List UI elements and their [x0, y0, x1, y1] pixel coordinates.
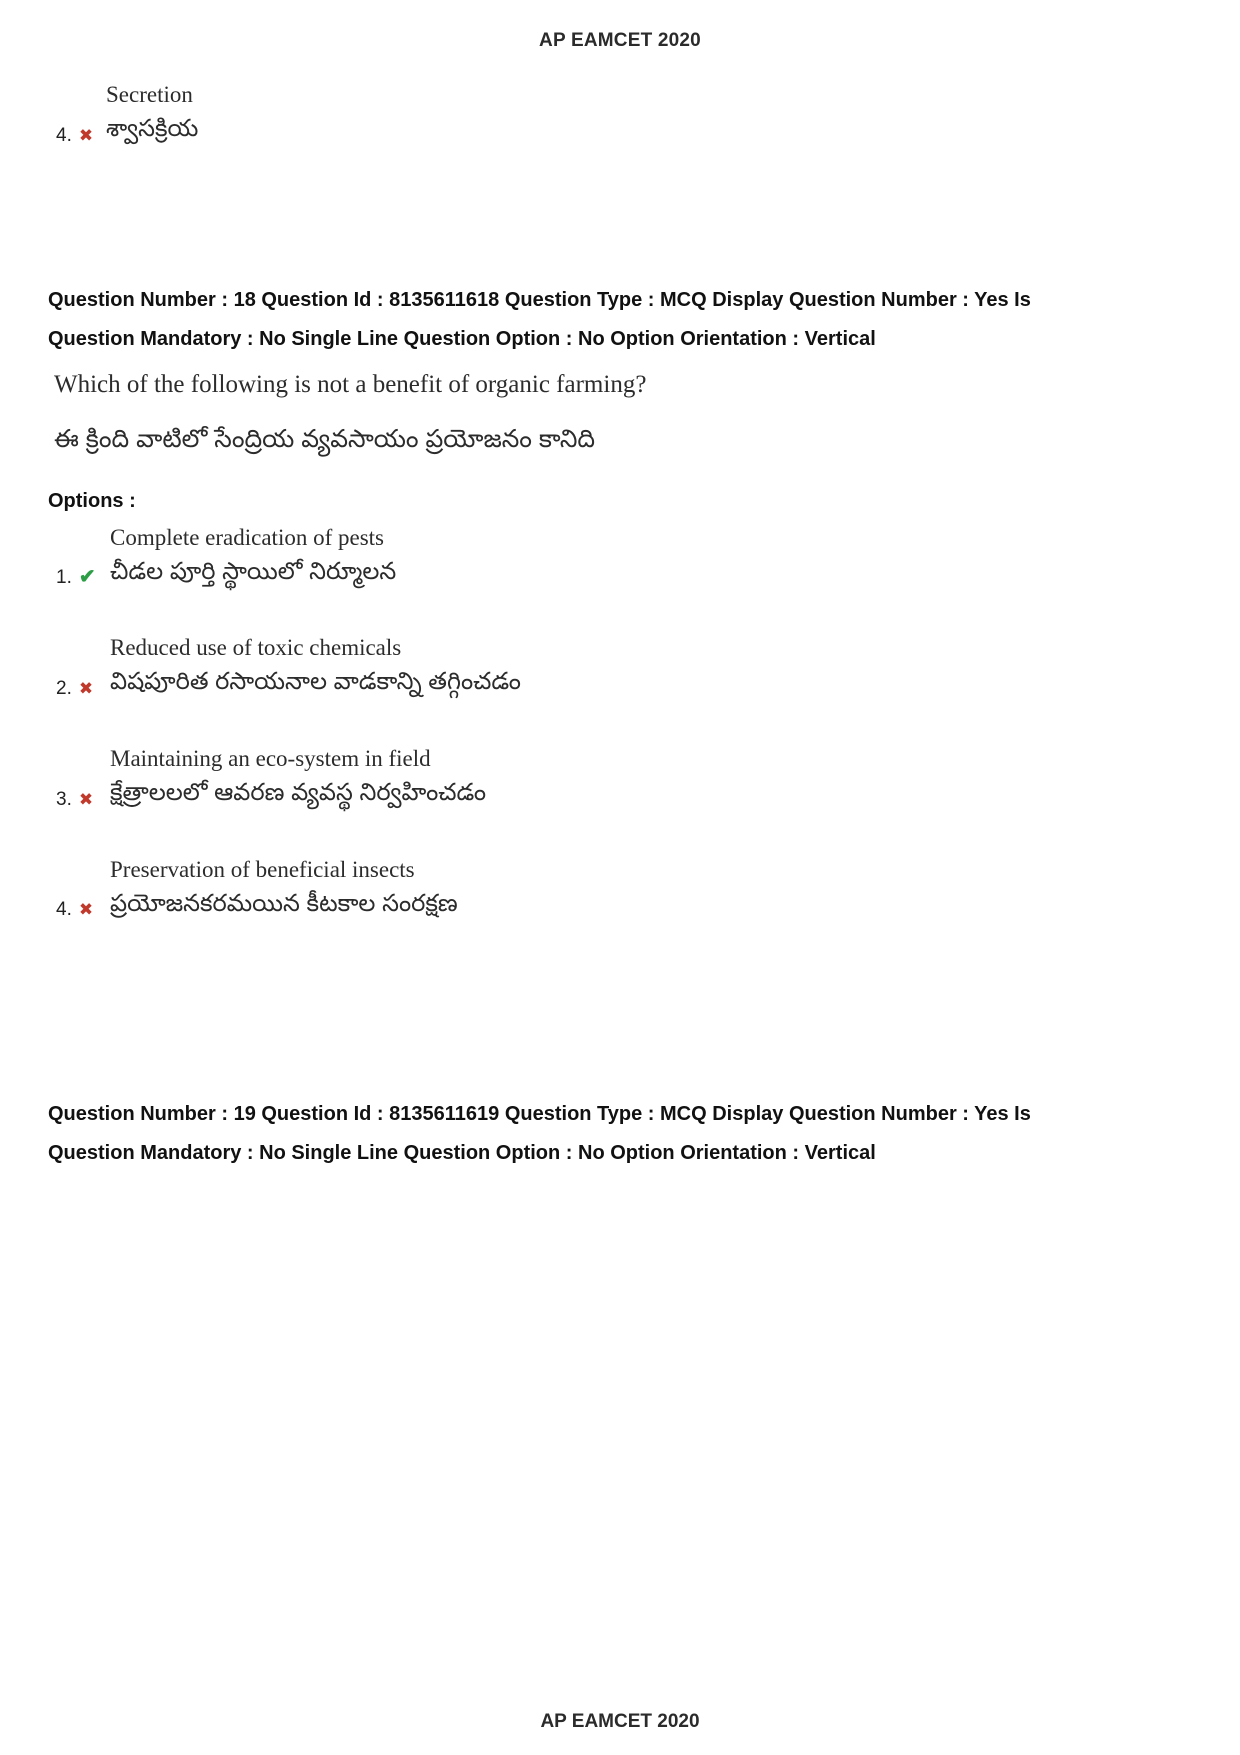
- question-text-telugu: ఈ క్రింది వాటిలో సేంద్రియ వ్యవసాయం ప్రయోజనం కానిది: [54, 424, 596, 453]
- option-marker: [48, 678, 106, 700]
- previous-question-option: [48, 80, 1192, 147]
- options-label: Options :: [48, 489, 136, 512]
- option-marker: [48, 125, 106, 147]
- question-text-english: Which of the following is not a benefit of organic farming?: [54, 370, 647, 398]
- option-3: [48, 744, 1192, 811]
- option-text-english: Complete eradication of pests: [110, 524, 385, 550]
- option-text-english: Preservation of beneficial insects: [110, 856, 415, 882]
- option-marker: [48, 789, 106, 811]
- option-number: 4.: [56, 124, 72, 146]
- question-18: [48, 281, 1192, 922]
- option-number: 3.: [56, 788, 72, 810]
- correct-icon: ✔: [78, 566, 96, 589]
- option-text-telugu: శ్వాసక్రియ: [106, 114, 199, 142]
- option-marker: [48, 567, 106, 589]
- question-meta: Question Number : 18 Question Id : 8135611618 Question Type : MCQ Display Question Number : Yes Is Question Mandatory : No Single Line Question Option : No Option Orientation : Vertical: [48, 288, 1031, 350]
- wrong-icon: ✖: [78, 900, 94, 920]
- page-header: AP EAMCET 2020: [539, 30, 701, 51]
- vertical-spacer: [48, 965, 1192, 1095]
- option-text-english: Secretion: [106, 82, 193, 107]
- option-text-telugu: ప్రయోజనకరమయిన కీటకాల సంరక్షణ: [110, 889, 458, 917]
- page-footer: AP EAMCET 2020: [540, 1711, 700, 1732]
- wrong-icon: ✖: [78, 679, 94, 699]
- question-19: [48, 1095, 1192, 1173]
- option-4: [48, 855, 1192, 922]
- option-body: [106, 855, 1192, 922]
- wrong-icon: ✖: [78, 125, 94, 145]
- option-text-telugu: విషపూరిత రసాయనాల వాడకాన్ని తగ్గించడం: [110, 668, 521, 696]
- option-1: [48, 523, 1192, 590]
- option-2: [48, 633, 1192, 700]
- option-text-english: Maintaining an eco-system in field: [110, 746, 431, 772]
- option-text-telugu: చీడల పూర్తి స్థాయిలో నిర్మూలన: [110, 557, 397, 585]
- option-number: 4.: [56, 899, 72, 921]
- option-body: [106, 744, 1192, 811]
- option-body: [106, 80, 1192, 147]
- option-body: [106, 633, 1192, 700]
- wrong-icon: ✖: [78, 789, 94, 809]
- option-body: [106, 523, 1192, 590]
- option-number: 2.: [56, 678, 72, 700]
- option-marker: [48, 899, 106, 921]
- question-meta: Question Number : 19 Question Id : 8135611619 Question Type : MCQ Display Question Number : Yes Is Question Mandatory : No Single Line Question Option : No Option Orientation : Vertical: [48, 1103, 1031, 1165]
- option-number: 1.: [56, 567, 72, 589]
- option-text-english: Reduced use of toxic chemicals: [110, 635, 402, 661]
- option-text-telugu: క్షేత్రాలలలో ఆవరణ వ్యవస్థ నిర్వహించడం: [110, 778, 487, 806]
- vertical-spacer: [48, 151, 1192, 281]
